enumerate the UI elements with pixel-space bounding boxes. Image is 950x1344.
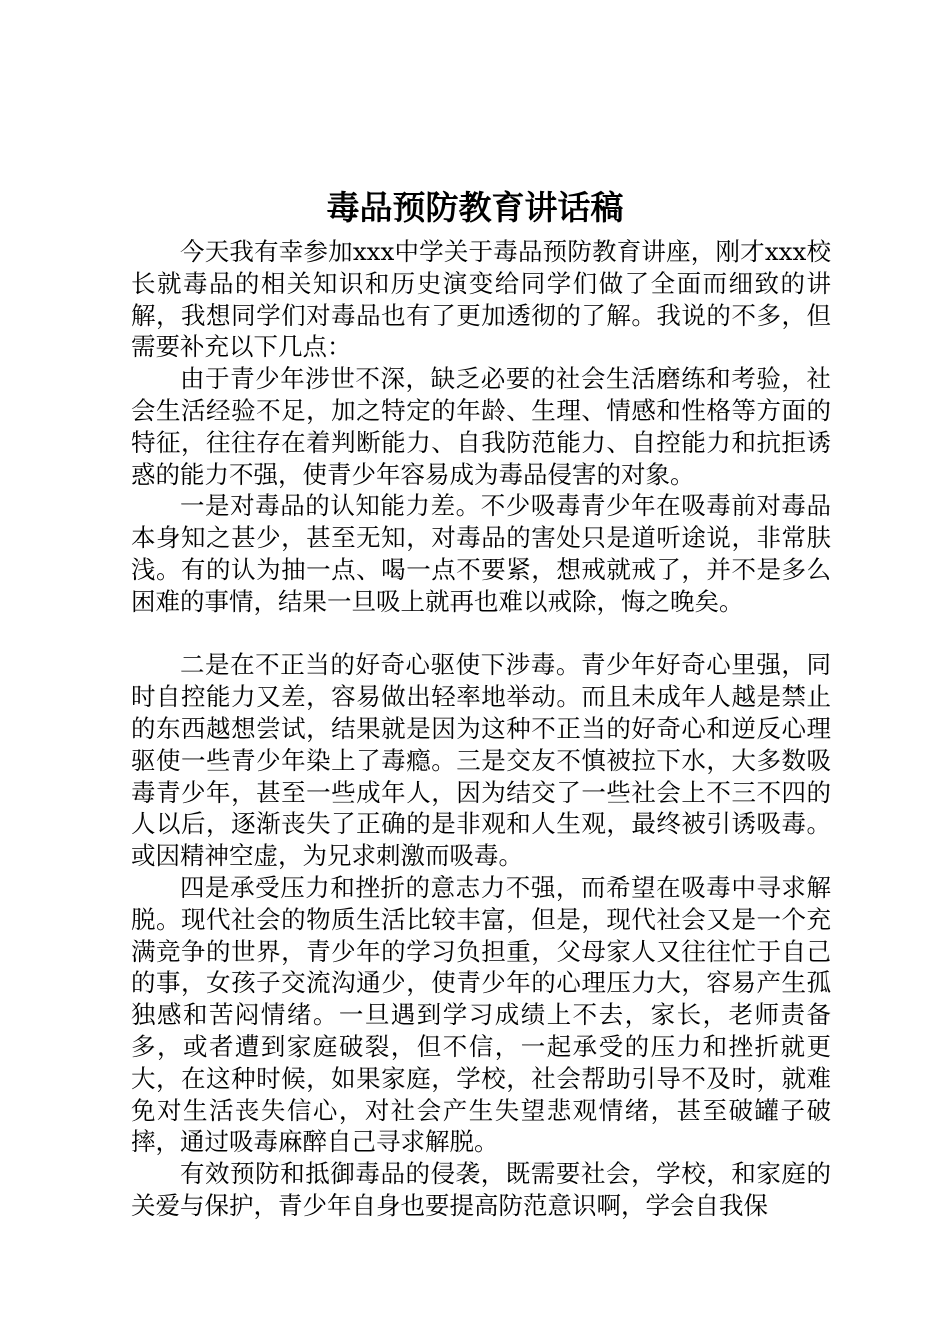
paragraph-intro: 今天我有幸参加xxx中学关于毒品预防教育讲座，刚才xxx校长就毒品的相关知识和历史演变给同学们做了全面而细致的讲解，我想同学们对毒品也有了更加透彻的了解。我说的不多，但需要补充以下几点： (131, 237, 831, 362)
paragraph-point-four: 四是承受压力和挫折的意志力不强，而希望在吸毒中寻求解脱。现代社会的物质生活比较丰富，但是，现代社会又是一个充满竞争的世界，青少年的学习负担重，父母家人又往往忙于自己的事，女孩子交流沟通少，使青少年的心理压力大，容易产生孤独感和苦闷情绪。一旦遇到学习成绩上不去，家长，老师责备多，或者遭到家庭破裂，但不信，一起承受的压力和挫折就更大，在这种时候，如果家庭，学校，社会帮助引导不及时，就难免对生活丧失信心，对社会产生失望悲观情绪，甚至破罐子破摔，通过吸毒麻醉自己寻求解脱。 (131, 872, 831, 1157)
paragraph-point-one: 一是对毒品的认知能力差。不少吸毒青少年在吸毒前对毒品本身知之甚少，甚至无知，对毒品的害处只是道听途说，非常肤浅。有的认为抽一点、喝一点不要紧，想戒就戒了，并不是多么困难的事情，结果一旦吸上就再也难以戒除，悔之晚矣。 (131, 491, 831, 616)
paragraph-prevention: 有效预防和抵御毒品的侵袭，既需要社会，学校，和家庭的关爱与保护，青少年自身也要提高防范意识啊，学会自我保 (131, 1159, 831, 1220)
document-title: 毒品预防教育讲话稿 (326, 188, 624, 227)
paragraph-point-two-three: 二是在不正当的好奇心驱使下涉毒。青少年好奇心里强，同时自控能力又差，容易做出轻率地举动。而且未成年人越是禁止的东西越想尝试，结果就是因为这种不正当的好奇心和逆反心理驱使一些青少年染上了毒瘾。三是交友不慎被拉下水，大多数吸毒青少年，甚至一些成年人，因为结交了一些社会上不三不四的人以后，逐渐丧失了正确的是非观和人生观，最终被引诱吸毒。或因精神空虚，为兄求刺激而吸毒。 (131, 650, 831, 871)
paragraph-spacer (131, 618, 831, 650)
document-body (131, 236, 831, 1222)
paragraph-youth-characteristics: 由于青少年涉世不深，缺乏必要的社会生活磨练和考验，社会生活经验不足，加之特定的年龄、生理、情感和性格等方面的特征，往往存在着判断能力、自我防范能力、自控能力和抗拒诱惑的能力不强，使青少年容易成为毒品侵害的对象。 (131, 364, 831, 489)
